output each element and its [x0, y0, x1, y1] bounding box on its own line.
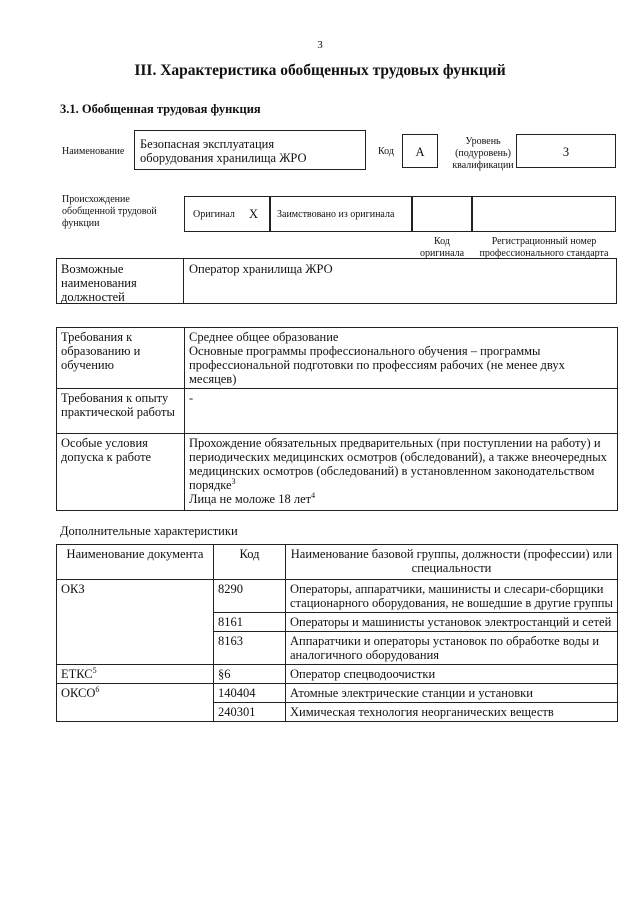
- col-doc-header: Наименование документа: [57, 545, 214, 580]
- positions-label-cell: [56, 258, 184, 304]
- origin-label-line1: Происхождение: [62, 194, 130, 205]
- row-code: §6: [214, 665, 286, 684]
- experience-value: -: [185, 389, 618, 434]
- level-label-line1: Уровень: [465, 136, 501, 147]
- origin-label-line3: функции: [62, 218, 100, 229]
- row-name: Операторы, аппаратчики, машинисты и слесари-сборщики стационарного оборудования, не вошедшие в другие группы: [286, 580, 618, 613]
- code-box: [402, 134, 438, 168]
- additional-header-row: [57, 545, 618, 580]
- okz-cell: ОКЗ: [57, 580, 214, 665]
- conditions-line1: Прохождение обязательных предварительных (при поступлении на работу) и периодических медицинских осмотров (обследований), а также внеочередных медицинских осмотров (обследований) в установленном законодательством порядке: [189, 436, 607, 492]
- level-label: [448, 136, 518, 172]
- table-row: [57, 580, 618, 613]
- conditions-line2-wrap: [189, 492, 613, 506]
- original-label: Оригинал: [193, 209, 235, 220]
- row-name: Операторы и машинисты установок электростанций и сетей: [286, 613, 618, 632]
- level-label-line2: (подуровень): [455, 148, 511, 159]
- conditions-value: [185, 434, 618, 511]
- level-value: 3: [562, 145, 570, 159]
- positions-label: [61, 262, 137, 304]
- reg-caption-line1: Регистрационный номер: [491, 236, 597, 247]
- origin-borrowed-cell: [270, 196, 412, 232]
- origin-original-cell: [184, 196, 270, 232]
- row-code: 8290: [214, 580, 286, 613]
- okso-cell: [57, 684, 214, 722]
- reg-caption: [472, 236, 616, 260]
- footnote-ref-4: 4: [311, 490, 316, 500]
- conditions-label: Особые условия допуска к работе: [57, 434, 185, 511]
- code-caption: [412, 236, 472, 260]
- positions-value: Оператор хранилища ЖРО: [189, 262, 333, 276]
- col-name-header: Наименование базовой группы, должности (профессии) или специальности: [286, 545, 618, 580]
- origin-label: [62, 194, 157, 230]
- col-code-header: Код: [214, 545, 286, 580]
- level-box: [516, 134, 616, 168]
- education-value: [185, 328, 618, 389]
- code-caption-line2: оригинала: [419, 248, 465, 259]
- page-number: 3: [317, 39, 323, 51]
- requirements-table: [56, 327, 618, 511]
- education-line2: Основные программы профессионального обучения – программы профессиональной подготовки по профессиям рабочих (не менее двух месяцев): [189, 344, 565, 386]
- experience-row: [57, 389, 618, 434]
- positions-label-line2: наименования: [61, 276, 137, 290]
- function-name-label: Наименование: [62, 146, 125, 157]
- origin-code-cell: [412, 196, 472, 232]
- row-name: Атомные электрические станции и установки: [286, 684, 618, 703]
- additional-title: Дополнительные характеристики: [60, 524, 238, 538]
- footnote-ref-3: 3: [231, 476, 236, 486]
- footnote-ref-5: 5: [92, 665, 97, 675]
- row-code: 8163: [214, 632, 286, 665]
- experience-label: Требования к опыту практической работы: [57, 389, 185, 434]
- row-code: 8161: [214, 613, 286, 632]
- row-name: Аппаратчики и операторы установок по обработке воды и аналогичного оборудования: [286, 632, 618, 665]
- original-mark: X: [249, 207, 259, 221]
- code-label: Код: [378, 146, 394, 157]
- education-line1: Среднее общее образование: [189, 330, 339, 344]
- row-code: 240301: [214, 703, 286, 722]
- footnote-ref-6: 6: [95, 684, 100, 694]
- origin-label-line2: обобщенной трудовой: [62, 206, 157, 217]
- function-name-line1: Безопасная эксплуатация: [140, 137, 275, 151]
- code-value: А: [415, 145, 425, 159]
- conditions-line1-wrap: [189, 436, 613, 492]
- etks-label: ЕТКС: [61, 667, 93, 681]
- table-row: [57, 665, 618, 684]
- function-name-line2: оборудования хранилища ЖРО: [140, 151, 307, 165]
- section-title: III. Характеристика обобщенных трудовых функций: [134, 62, 506, 79]
- additional-table: [56, 544, 618, 722]
- conditions-line2: Лица не моложе 18 лет: [189, 492, 312, 506]
- okso-label: ОКСО: [61, 686, 96, 700]
- reg-caption-line2: профессионального стандарта: [479, 248, 609, 259]
- subsection-title: 3.1. Обобщенная трудовая функция: [60, 102, 261, 116]
- function-name-box: [134, 130, 366, 170]
- level-label-line3: квалификации: [452, 160, 514, 171]
- row-code: 140404: [214, 684, 286, 703]
- conditions-row: [57, 434, 618, 511]
- row-name: Химическая технология неорганических веществ: [286, 703, 618, 722]
- row-name: Оператор спецводоочистки: [286, 665, 618, 684]
- positions-value-cell: [183, 258, 617, 304]
- origin-reg-cell: [472, 196, 616, 232]
- positions-label-line1: Возможные: [61, 262, 124, 276]
- code-caption-line1: Код: [434, 236, 450, 247]
- positions-label-line3: должностей: [61, 290, 125, 304]
- education-label: Требования к образованию и обучению: [57, 328, 185, 389]
- table-row: [57, 684, 618, 703]
- borrowed-label: Заимствовано из оригинала: [277, 209, 395, 220]
- etks-cell: [57, 665, 214, 684]
- education-row: [57, 328, 618, 389]
